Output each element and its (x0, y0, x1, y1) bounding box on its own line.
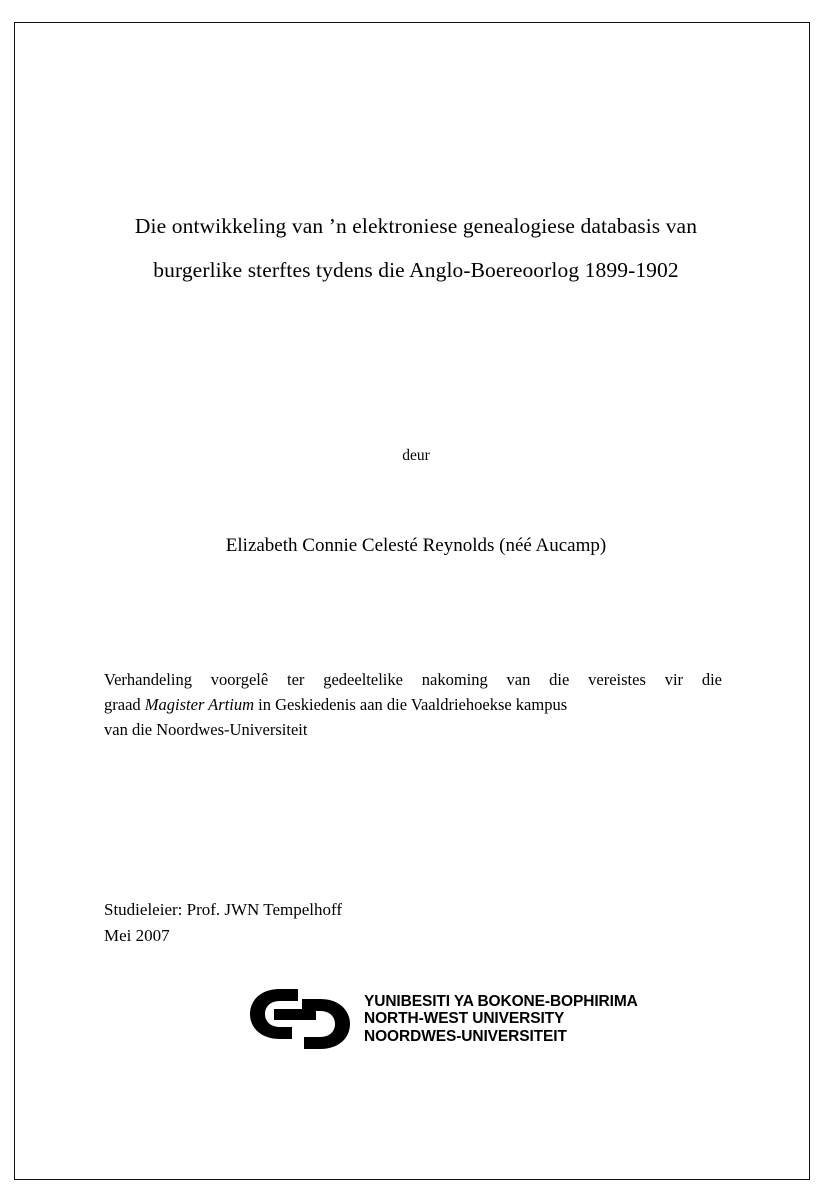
nwu-logo-icon (246, 983, 354, 1055)
logo-text-line-2: NORTH-WEST UNIVERSITY (364, 1010, 565, 1028)
degree-statement-line-2: graad Magister Artium in Geskiedenis aan die Vaaldriehoekse kampus (104, 695, 568, 714)
supervisor-name: Studieleier: Prof. JWN Tempelhoff (104, 900, 343, 919)
submission-date: Mei 2007 (104, 926, 170, 945)
degree-name: Magister Artium (144, 695, 255, 714)
page-title (96, 204, 736, 292)
degree-statement (104, 667, 722, 742)
university-logo (246, 979, 666, 1059)
title-line-2: burgerlike sterftes tydens die Anglo-Boereoorlog 1899-1902 (153, 258, 679, 282)
author-name: Elizabeth Connie Celesté Reynolds (néé Aucamp) (225, 535, 607, 556)
supervisor-block (104, 897, 704, 949)
logo-text-line-3: NOORDWES-UNIVERSITEIT (364, 1027, 567, 1045)
title-line-1: Die ontwikkeling van ’n elektroniese genealogiese databasis van (134, 214, 698, 238)
page-content (96, 22, 736, 1180)
byline-label: deur (402, 447, 430, 464)
degree-statement-line-1: Verhandeling voorgelê ter gedeeltelike nakoming van die vereistes vir die (104, 670, 722, 689)
logo-text-line-1: YUNIBESITI YA BOKONE-BOPHIRIMA (364, 992, 638, 1010)
logo-text (364, 993, 638, 1046)
degree-statement-line-3: van die Noordwes-Universiteit (104, 720, 308, 739)
